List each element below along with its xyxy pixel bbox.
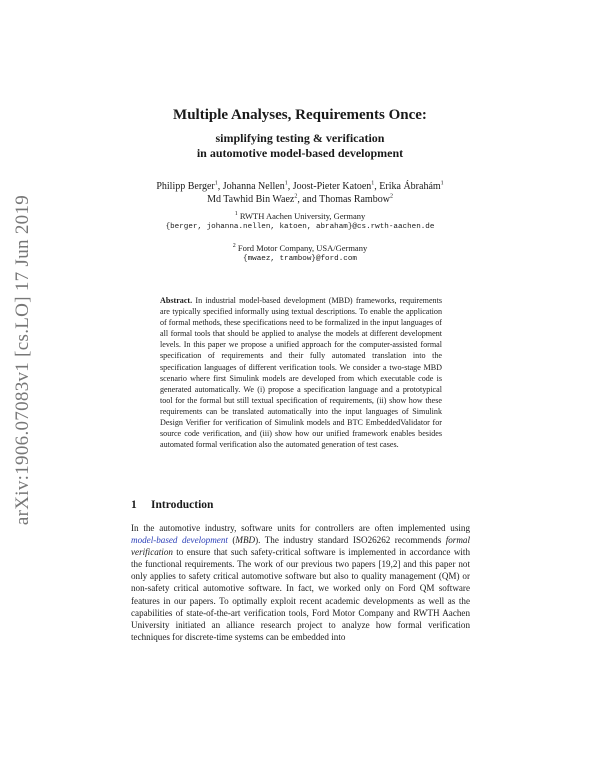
intro-text: to ensure that such safety-critical software is implemented in accordance with the functional requirements. The work of our previous two papers [19,2] and this paper not only applies to safety critical automotive software but also to quality management (QM) or non-safety critical automotive software. In fact, we worked only on Ford QM software features in our papers. To optimally exploit recent academic developments as well as the capabilities of state-of-the-art verification tools, Ford Motor Company and RWTH Aachen University initiated an alliance research project to analyze how formal verification techniques for discrete-time systems can be embedded into [131, 547, 470, 642]
mbd-link[interactable]: model-based development [131, 535, 228, 546]
author-name: Md Tawhid Bin Waez [207, 194, 295, 205]
affiliation-1 [0, 211, 600, 233]
author-affiliation-mark: 2 [294, 193, 298, 200]
abstract-label: Abstract. [160, 296, 193, 305]
affiliation-name: Ford Motor Company, USA/Germany [237, 243, 368, 253]
intro-italic: MBD [235, 535, 256, 546]
arxiv-identifier: arXiv:1906.07083v1 [cs.LO] 17 Jun 2019 [12, 194, 33, 526]
arxiv-sidebar-stamp [8, 140, 38, 580]
subtitle-line-2: in automotive model-based development [196, 146, 404, 160]
author-name: Thomas Rambow [319, 194, 390, 205]
affiliation-email: {berger, johanna.nellen, katoen, abraham}@cs.rwth-aachen.de [165, 223, 435, 231]
subtitle-line-1: simplifying testing & verification [215, 131, 385, 145]
section-title: Introduction [151, 499, 214, 511]
author-line-2: Md Tawhid Bin Waez$^2$, and Thomas Rambow$^2$ [207, 193, 393, 205]
paper-subtitle [0, 131, 600, 161]
author-name: Philipp Berger [156, 181, 215, 192]
introduction-paragraph [131, 522, 470, 643]
author-name: Erika Ábrahám [379, 181, 441, 192]
affiliation-2 [0, 243, 600, 265]
intro-text: In the automotive industry, software units for controllers are often implemented using [131, 523, 470, 533]
affiliation-mark: 1 [234, 211, 238, 218]
author-affiliation-mark: 1 [371, 180, 375, 187]
author-list [0, 180, 600, 206]
author-affiliation-mark: 2 [389, 193, 393, 200]
section-heading [131, 499, 213, 511]
intro-italic: formal verification [131, 535, 470, 558]
intro-text: ). The industry standard ISO26262 recommends [255, 535, 446, 546]
author-name: Joost-Pieter Katoen [292, 181, 372, 192]
affiliation-email: {mwaez, trambow}@ford.com [243, 255, 357, 263]
author-affiliation-mark: 1 [284, 180, 288, 187]
abstract-text: In industrial model-based development (MBD) frameworks, requirements are typically specified informally using textual descriptions. To enable the application of formal methods, these specifications need to be formalized in the input languages of all formal tools that should be applied to analyse the models at different development levels. In this paper we propose a unified approach for the computer-assisted formal specification of requirements and their fully automated translation into the specification languages of different verification tools. We consider a two-stage MBD scenario where first Simulink models are developed from which executable code is generated automatically. We (i) propose a specification language and a prototypical tool for the formal but still textual specification of requirements, (ii) show how these requirements can be translated automatically into the input languages of Simulink Design Verifier for verification of Simulink models and BTC EmbeddedValidator for source code verification, and (iii) show how our unified framework enables besides automated formal verification also the automated generation of test cases. [160, 296, 442, 450]
intro-text: ( [227, 535, 236, 546]
author-line-1: Philipp Berger$^1$, Johanna Nellen$^1$, Joost-Pieter Katoen$^1$, Erika Ábrahám$^1$ [156, 180, 444, 192]
affiliation-mark: 2 [232, 243, 236, 250]
section-number: 1 [131, 499, 137, 511]
paper-title: Multiple Analyses, Requirements Once: [173, 107, 427, 123]
author-name: Johanna Nellen [222, 181, 285, 192]
abstract [160, 295, 442, 450]
author-affiliation-mark: 1 [214, 180, 218, 187]
author-affiliation-mark: 1 [440, 180, 444, 187]
affiliation-name: RWTH Aachen University, Germany [239, 211, 366, 221]
